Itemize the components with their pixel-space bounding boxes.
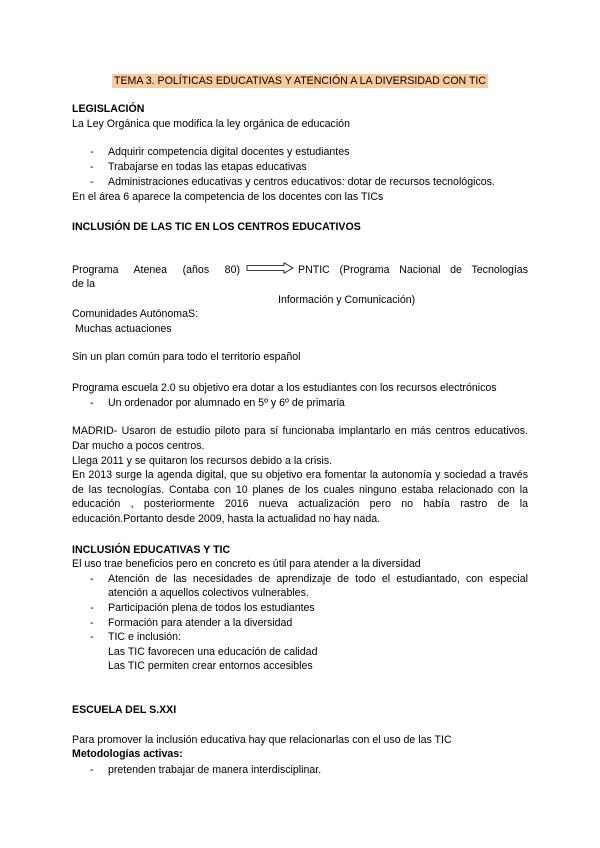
bullet-dash: -	[90, 146, 94, 158]
heading-inclusion-educativa: INCLUSIÓN EDUCATIVAS Y TIC	[72, 544, 231, 556]
escuela-20-bullet: Un ordenador por alumnado en 5º y 6º de primaria	[108, 397, 345, 409]
escuela-sxxi-intro: Para promover la inclusión educativa hay que relacionarlas con el uso de las TIC	[72, 734, 452, 746]
sin-plan-comun: Sin un plan común para todo el territorio español	[72, 351, 301, 363]
arrow-right-icon	[246, 262, 294, 274]
bullet-dash: -	[90, 631, 94, 643]
inclusion-bullet-4: TIC e inclusión:	[108, 631, 182, 643]
inclusion-bullet-1-line-2: atención a aquellos colectivos vulnerables.	[108, 587, 309, 599]
legislacion-bullet-2: Trabajarse en todas las etapas educativas	[108, 161, 307, 173]
heading-escuela-sxxi: ESCUELA DEL S.XXI	[72, 704, 177, 716]
legislacion-intro: La Ley Orgánica que modifica la ley orgánica de educación	[72, 118, 350, 130]
bullet-dash: -	[90, 176, 94, 188]
document-title: TEMA 3. POLÍTICAS EDUCATIVAS Y ATENCIÓN A LA DIVERSIDAD CON TIC	[113, 75, 487, 87]
pntic-line-1: PNTIC (Programa Nacional de Tecnologías	[298, 264, 528, 276]
escuela-sxxi-bullet: pretenden trabajar de manera interdisciplinar.	[108, 764, 322, 776]
title-container	[0, 71, 600, 89]
agenda-digital-paragraph: En 2013 surge la agenda digital, que su objetivo era fomentar la autonomía y sociedad a través de las tecnologías. Contaba con 10 planes de los cuales ninguno estaba relacionado con la educación , posteriormente 2016 nueva actualización pero no había rastro de la educación.Portanto desde 2009, hasta la actualidad no hay nada.	[72, 469, 528, 525]
muchas-actuaciones: Muchas actuaciones	[75, 323, 172, 335]
heading-inclusion-centros: INCLUSIÓN DE LAS TIC EN LOS CENTROS EDUCATIVOS	[72, 221, 361, 233]
legislacion-outro: En el área 6 aparece la competencia de los docentes con las TICs	[72, 191, 384, 203]
bullet-dash: -	[90, 161, 94, 173]
heading-legislacion: LEGISLACIÓN	[72, 103, 145, 115]
madrid-paragraph: MADRID- Usaron de estudio piloto para sí funcionaba implantarlo en más centros educativos. Dar mucho a pocos centros.	[72, 425, 528, 452]
metodologias-activas: Metodologías activas:	[72, 748, 183, 760]
comunidades-autonomas: Comunidades AutónomaS:	[72, 308, 199, 320]
inclusion-sub-1: Las TIC favorecen una educación de calidad	[108, 646, 318, 658]
inclusion-bullet-1-line-1: Atención de las necesidades de aprendizaje de todo el estudiantado, con especial	[108, 573, 528, 585]
legislacion-bullet-1: Adquirir competencia digital docentes y estudiantes	[108, 146, 350, 158]
bullet-dash: -	[90, 602, 94, 614]
llega-2011: Llega 2011 y se quitaron los recursos debido a la crisis.	[72, 455, 333, 467]
bullet-dash: -	[90, 397, 94, 409]
inclusion-bullet-3: Formación para atender a la diversidad	[108, 617, 293, 629]
inclusion-bullet-2: Participación plena de todos los estudiantes	[108, 602, 315, 614]
pntic-line-2: Información y Comunicación)	[278, 294, 416, 306]
bullet-dash: -	[90, 764, 94, 776]
inclusion-educativa-intro: El uso trae beneficios pero en concreto es útil para atender a la diversidad	[72, 558, 421, 570]
bullet-dash: -	[90, 573, 94, 585]
inclusion-sub-2: Las TIC permiten crear entornos accesibles	[108, 660, 313, 672]
bullet-dash: -	[90, 617, 94, 629]
programa-escuela-20: Programa escuela 2.0 su objetivo era dotar a los estudiantes con los recursos electrónicos	[72, 382, 497, 394]
pntic-de-la: de la	[72, 278, 95, 290]
legislacion-bullet-3: Administraciones educativas y centros educativos: dotar de recursos tecnológicos.	[108, 176, 495, 188]
programa-atenea: Programa Atenea (años 80)	[72, 264, 240, 276]
